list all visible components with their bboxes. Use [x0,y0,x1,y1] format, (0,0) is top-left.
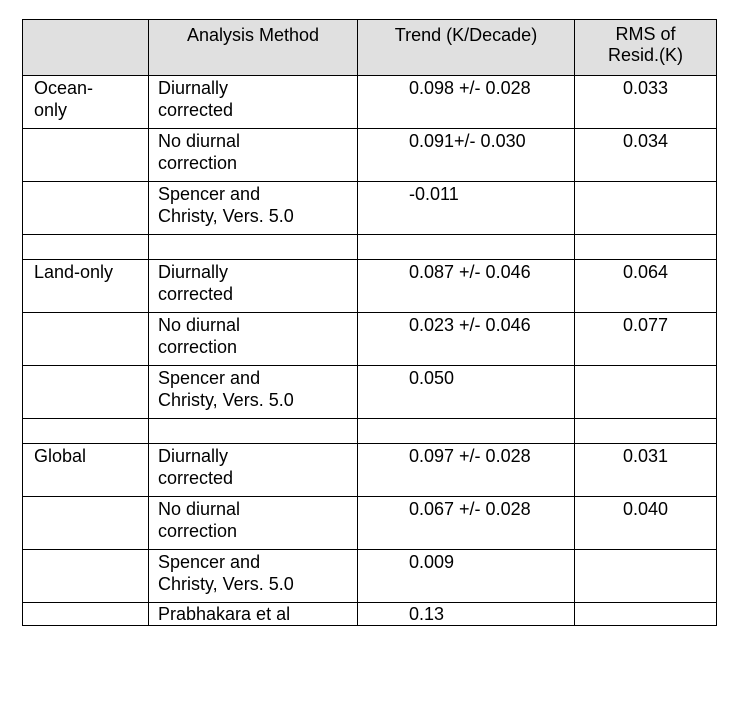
method-line1: No diurnal [158,315,241,335]
spacer-cell [575,419,717,444]
region-cell [23,129,149,182]
rms-cell [575,603,717,626]
rms-cell: 0.077 [575,313,717,366]
trend-cell: 0.050 [358,366,575,419]
header-rms-line2: Resid.(K) [607,45,683,65]
method-line1: Spencer and [158,368,261,388]
rms-cell [575,182,717,235]
method-line2: correction [158,337,238,357]
spacer-cell [149,419,358,444]
trend-cell: 0.023 +/- 0.046 [358,313,575,366]
method-cell [149,313,358,366]
region-cell [23,182,149,235]
method-cell [149,550,358,603]
region-cell [23,366,149,419]
table-row [23,550,717,603]
trend-cell: 0.087 +/- 0.046 [358,260,575,313]
method-line2: corrected [158,468,234,488]
spacer-cell [149,235,358,260]
trend-cell: 0.098 +/- 0.028 [358,76,575,129]
method-cell [149,444,358,497]
method-line2: Christy, Vers. 5.0 [158,206,294,226]
rms-cell: 0.034 [575,129,717,182]
method-line2: correction [158,153,238,173]
method-line2: Christy, Vers. 5.0 [158,574,294,594]
trend-results-table [22,19,717,626]
method-cell [149,497,358,550]
table-row [23,76,717,129]
method-cell [149,182,358,235]
rms-cell: 0.031 [575,444,717,497]
region-label-line1: Ocean- [34,78,94,98]
method-line1: No diurnal [158,499,241,519]
rms-cell [575,550,717,603]
method-cell [149,366,358,419]
spacer-cell [23,419,149,444]
method-cell [149,129,358,182]
method-line1: Spencer and [158,552,261,572]
rms-cell: 0.040 [575,497,717,550]
header-row [23,20,717,76]
header-analysis-method: Analysis Method [149,20,358,76]
region-label-line2: only [34,100,68,120]
table-row [23,129,717,182]
table-row [23,366,717,419]
header-trend: Trend (K/Decade) [358,20,575,76]
spacer-cell [575,235,717,260]
method-line2: correction [158,521,238,541]
region-label-line1: Global [34,446,87,466]
spacer-row [23,235,717,260]
region-cell-land [23,260,149,313]
table-row [23,444,717,497]
method-cell [149,76,358,129]
region-cell [23,603,149,626]
header-rms-line1: RMS of [615,24,676,44]
rms-cell [575,366,717,419]
rms-cell: 0.064 [575,260,717,313]
method-line1: Spencer and [158,184,261,204]
method-cell [149,260,358,313]
region-cell [23,497,149,550]
region-cell-global [23,444,149,497]
table-row [23,182,717,235]
spacer-cell [23,235,149,260]
method-line2: corrected [158,284,234,304]
method-line1: Diurnally [158,262,229,282]
method-line1: No diurnal [158,131,241,151]
region-cell [23,550,149,603]
spacer-cell [358,235,575,260]
method-line1: Diurnally [158,78,229,98]
method-line2: Christy, Vers. 5.0 [158,390,294,410]
spacer-cell [358,419,575,444]
region-cell [23,313,149,366]
region-cell-ocean [23,76,149,129]
table-row [23,313,717,366]
trend-cell: -0.011 [358,182,575,235]
trend-cell: 0.13 [358,603,575,626]
trend-cell: 0.091+/- 0.030 [358,129,575,182]
rms-cell: 0.033 [575,76,717,129]
header-region-cell [23,20,149,76]
table-row [23,260,717,313]
table-row [23,603,717,626]
region-label-line1: Land-only [34,262,114,282]
method-line1: Prabhakara et al [158,604,291,624]
trend-cell: 0.097 +/- 0.028 [358,444,575,497]
method-line2: corrected [158,100,234,120]
method-line1: Diurnally [158,446,229,466]
trend-cell: 0.009 [358,550,575,603]
table-row [23,497,717,550]
spacer-row [23,419,717,444]
trend-cell: 0.067 +/- 0.028 [358,497,575,550]
method-cell [149,603,358,626]
header-rms [575,20,717,76]
